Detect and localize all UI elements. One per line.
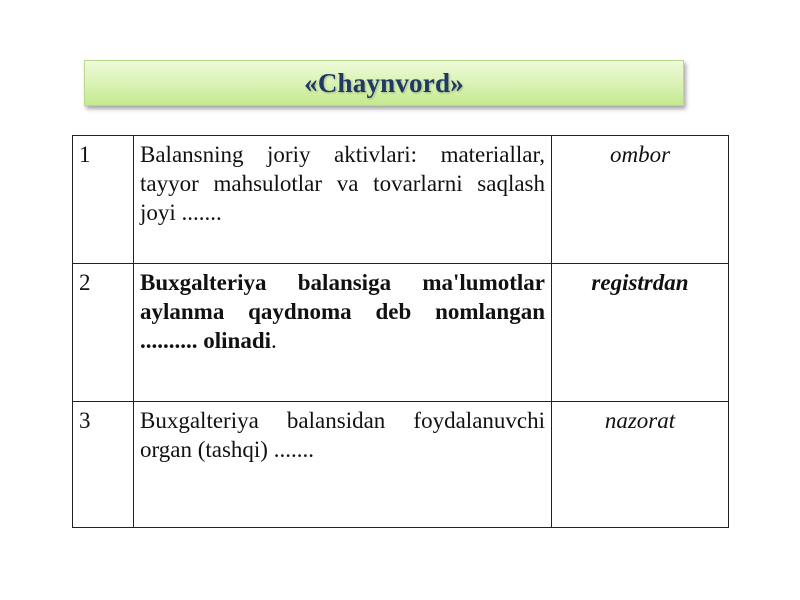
row-number: 2 xyxy=(73,264,134,402)
row-number: 1 xyxy=(73,136,134,264)
table-row xyxy=(73,136,729,264)
title-banner xyxy=(84,60,684,106)
clue-text: Buxgalteriya balansidan foydalanuvchi organ (tashqi) ....... xyxy=(134,402,552,528)
clue-text-cell xyxy=(134,264,552,402)
table-row xyxy=(73,264,729,402)
table-row xyxy=(73,402,729,528)
row-number: 3 xyxy=(73,402,134,528)
clue-text: Buxgalteriya balansiga ma'lumotlar aylanma qaydnoma deb nomlangan .......... olinadi xyxy=(140,270,545,353)
answer-text: registrdan xyxy=(552,264,729,402)
clue-text: Balansning joriy aktivlari: materiallar, tayyor mahsulotlar va tovarlarni saqlash joyi ....... xyxy=(134,136,552,264)
crossword-clue-table xyxy=(72,135,729,528)
answer-text: ombor xyxy=(552,136,729,264)
answer-text: nazorat xyxy=(552,402,729,528)
clue-text-end: . xyxy=(271,328,277,353)
page-title: «Chaynvord» xyxy=(304,67,464,98)
